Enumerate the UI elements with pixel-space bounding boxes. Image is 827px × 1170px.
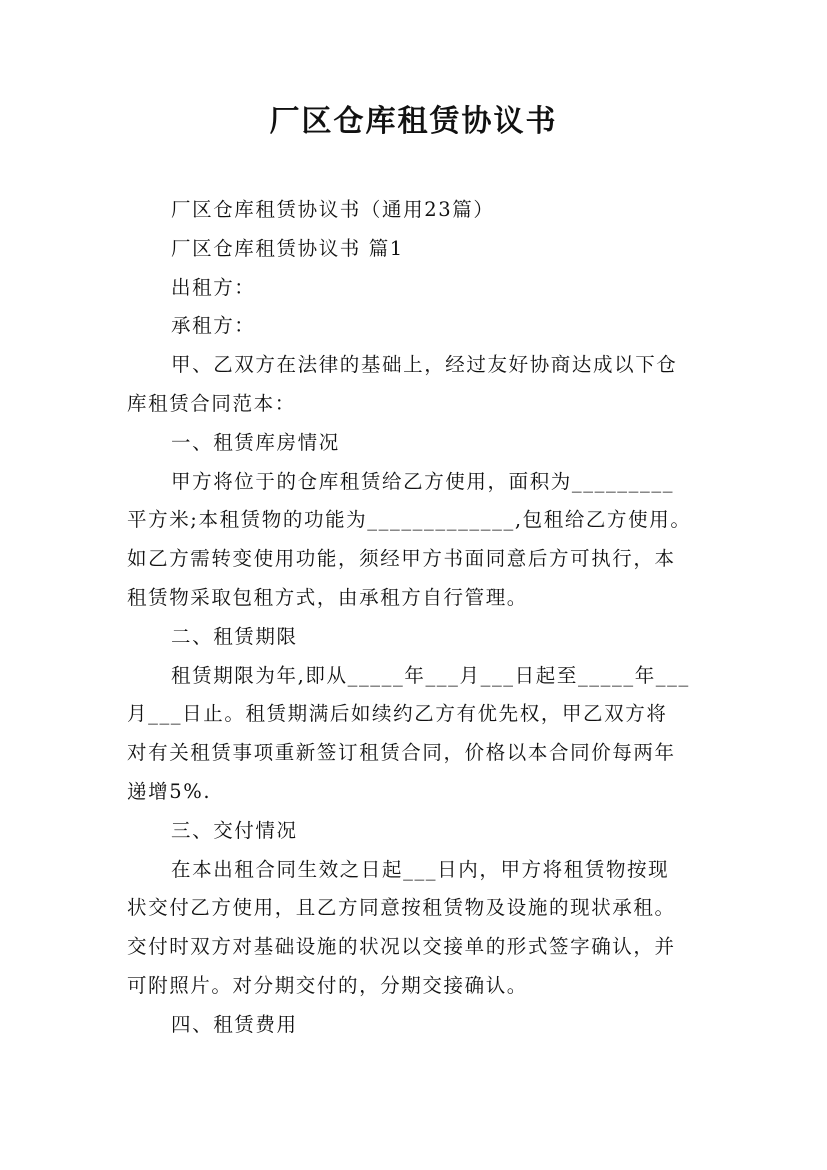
text-line: 租赁期限为年,即从_____年___月___日起至_____年___ [171, 663, 690, 687]
text-line: 三、交付情况 [171, 818, 298, 842]
text-line: 月___日止。租赁期满后如续约乙方有优先权，甲乙双方将 [127, 702, 668, 726]
text-line: 交付时双方对基础设施的状况以交接单的形式签字确认，并 [127, 935, 676, 959]
text-line: 出租方： [171, 275, 256, 299]
text-line: 一、租赁库房情况 [171, 430, 340, 454]
document-title: 厂区仓库租赁协议书 [269, 104, 558, 139]
text-line: 四、租赁费用 [171, 1012, 298, 1036]
text-line: 甲、乙双方在法律的基础上，经过友好协商达成以下仓 [171, 353, 678, 377]
text-line: 库租赁合同范本： [127, 391, 296, 415]
text-line: 平方米;本租赁物的功能为_____________,包租给乙方使用。 [127, 508, 692, 532]
text-line: 在本出租合同生效之日起___日内，甲方将租赁物按现 [171, 857, 670, 881]
text-line: 对有关租赁事项重新签订租赁合同，价格以本合同价每两年 [127, 741, 676, 765]
text-line: 甲方将位于的仓库租赁给乙方使用，面积为_________ [171, 469, 675, 493]
text-line: 厂区仓库租赁协议书 篇1 [171, 236, 404, 260]
text-line: 递增5%. [127, 779, 212, 803]
text-line: 如乙方需转变使用功能，须经甲方书面同意后方可执行，本 [127, 547, 676, 571]
text-line: 厂区仓库租赁协议书（通用23篇） [171, 198, 495, 221]
document-body [127, 191, 707, 1045]
text-line: 状交付乙方使用，且乙方同意按租赁物及设施的现状承租。 [127, 896, 676, 920]
text-line: 租赁物采取包租方式，由承租方自行管理。 [127, 585, 528, 609]
text-line: 可附照片。对分期交付的，分期交接确认。 [127, 973, 528, 997]
text-line: 承租方： [171, 314, 256, 338]
text-line: 二、租赁期限 [171, 624, 298, 648]
